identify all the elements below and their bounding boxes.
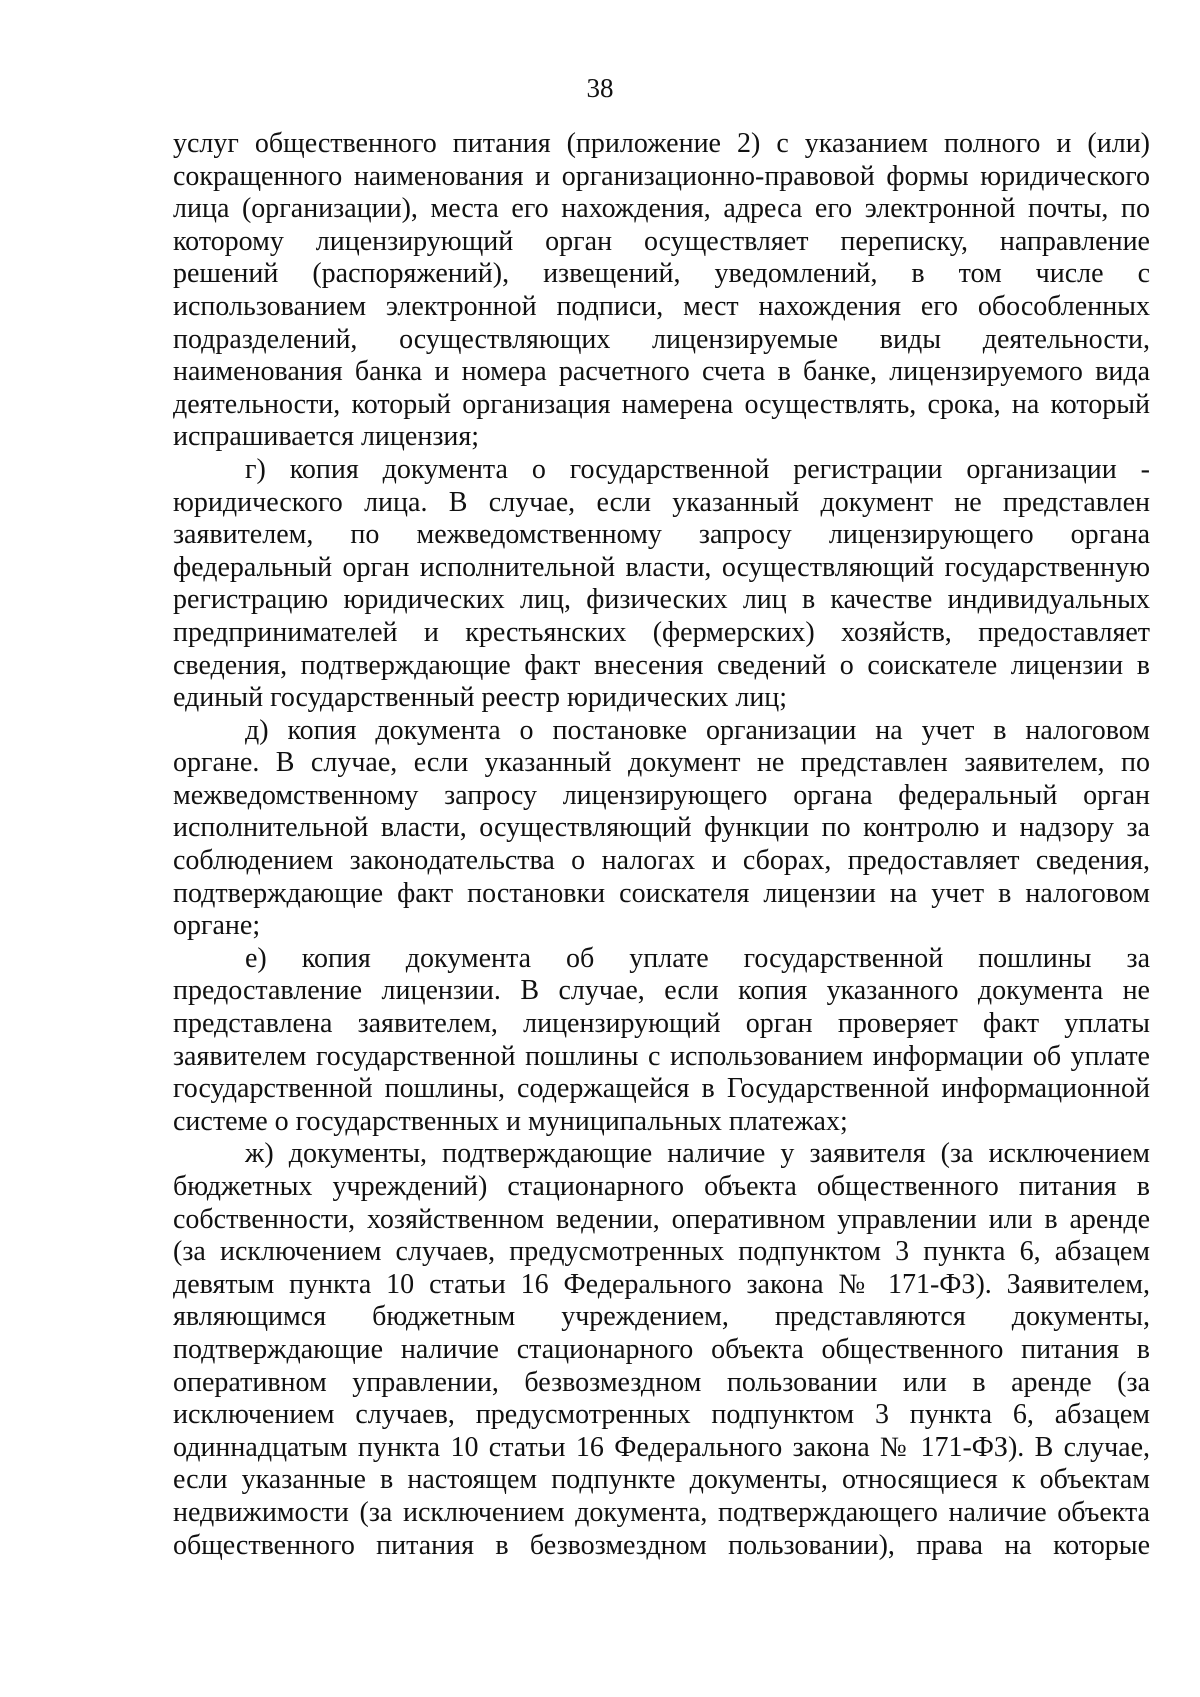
text-line: сокращенного наименования и организационно-правовой формы юридического bbox=[173, 160, 1150, 192]
text-line: наименования банка и номера расчетного счета в банке, лицензируемого вида bbox=[173, 356, 1150, 388]
text-line: оперативном управлении, безвозмездном пользовании или в аренде (за bbox=[173, 1366, 1150, 1398]
text-line: предоставление лицензии. В случае, если копия указанного документа не bbox=[173, 975, 1150, 1007]
text-line: г) копия документа о государственной регистрации организации - bbox=[245, 453, 1150, 485]
document-body bbox=[173, 128, 1150, 1562]
text-line: собственности, хозяйственном ведении, оперативном управлении или в аренде bbox=[173, 1203, 1150, 1235]
text-line: федеральный орган исполнительной власти, осуществляющий государственную bbox=[173, 551, 1150, 583]
paragraph-d bbox=[173, 715, 1150, 943]
text-line: юридического лица. В случае, если указанный документ не представлен bbox=[173, 486, 1150, 518]
text-line: е) копия документа об уплате государственной пошлины за bbox=[245, 942, 1150, 974]
text-line: если указанные в настоящем подпункте документы, относящиеся к объектам bbox=[173, 1464, 1150, 1496]
text-line: заявителем государственной пошлины с использованием информации об уплате bbox=[173, 1040, 1150, 1072]
text-line: одиннадцатым пункта 10 статьи 16 Федерального закона № 171-ФЗ). В случае, bbox=[173, 1431, 1150, 1463]
text-line: сведения, подтверждающие факт внесения сведений о соискателе лицензии в bbox=[173, 649, 1150, 681]
text-line: государственной пошлины, содержащейся в Государственной информационной bbox=[173, 1073, 1150, 1105]
text-line: девятым пункта 10 статьи 16 Федерального закона № 171-ФЗ). Заявителем, bbox=[173, 1268, 1150, 1300]
text-line: предпринимателей и крестьянских (фермерских) хозяйств, предоставляет bbox=[173, 616, 1150, 648]
text-line: исключением случаев, предусмотренных подпунктом 3 пункта 6, абзацем bbox=[173, 1399, 1150, 1431]
text-line: ж) документы, подтверждающие наличие у заявителя (за исключением bbox=[245, 1138, 1150, 1170]
text-line: использованием электронной подписи, мест нахождения его обособленных bbox=[173, 290, 1150, 322]
text-line: бюджетных учреждений) стационарного объекта общественного питания в bbox=[173, 1171, 1150, 1202]
text-line: органе. В случае, если указанный документ не представлен заявителем, по bbox=[173, 747, 1150, 779]
text-line: услуг общественного питания (приложение 2) с указанием полного и (или) bbox=[173, 128, 1150, 159]
paragraph-g bbox=[173, 454, 1150, 715]
text-line: представлена заявителем, лицензирующий орган проверяет факт уплаты bbox=[173, 1008, 1150, 1040]
text-line: подразделений, осуществляющих лицензируемые виды деятельности, bbox=[173, 323, 1150, 355]
text-line: д) копия документа о постановке организации на учет в налоговом bbox=[245, 714, 1150, 746]
text-line: исполнительной власти, осуществляющий функции по контролю и надзору за bbox=[173, 812, 1150, 844]
text-line: лица (организации), места его нахождения, адреса его электронной почты, по bbox=[173, 193, 1150, 225]
text-line: системе о государственных и муниципальных платежах; bbox=[173, 1105, 848, 1137]
text-line: решений (распоряжений), извещений, уведомлений, в том числе с bbox=[173, 258, 1150, 290]
text-line: которому лицензирующий орган осуществляет переписку, направление bbox=[173, 225, 1150, 257]
paragraph-zh bbox=[173, 1138, 1150, 1562]
text-line: межведомственному запросу лицензирующего органа федеральный орган bbox=[173, 779, 1150, 811]
text-line: общественного питания в безвозмездном пользовании), права на которые bbox=[173, 1529, 1150, 1561]
page-number: 38 bbox=[586, 73, 614, 103]
text-line: соблюдением законодательства о налогах и сборах, предоставляет сведения, bbox=[173, 845, 1150, 877]
text-line: заявителем, по межведомственному запросу лицензирующего органа bbox=[173, 519, 1150, 551]
paragraph-e bbox=[173, 943, 1150, 1139]
text-line: деятельности, который организация намерена осуществлять, срока, на который bbox=[173, 388, 1150, 420]
text-line: (за исключением случаев, предусмотренных подпунктом 3 пункта 6, абзацем bbox=[173, 1236, 1150, 1268]
text-line: регистрацию юридических лиц, физических лиц в качестве индивидуальных bbox=[173, 584, 1150, 616]
text-line: подтверждающие факт постановки соискателя лицензии на учет в налоговом bbox=[173, 877, 1150, 909]
text-line: недвижимости (за исключением документа, подтверждающего наличие объекта bbox=[173, 1496, 1150, 1528]
paragraph-intro bbox=[173, 128, 1150, 454]
text-line: испрашивается лицензия; bbox=[173, 421, 480, 453]
text-line: подтверждающие наличие стационарного объекта общественного питания в bbox=[173, 1333, 1150, 1365]
text-line: единый государственный реестр юридических лиц; bbox=[173, 682, 788, 714]
text-line: органе; bbox=[173, 910, 261, 942]
text-line: являющимся бюджетным учреждением, представляются документы, bbox=[173, 1301, 1150, 1333]
